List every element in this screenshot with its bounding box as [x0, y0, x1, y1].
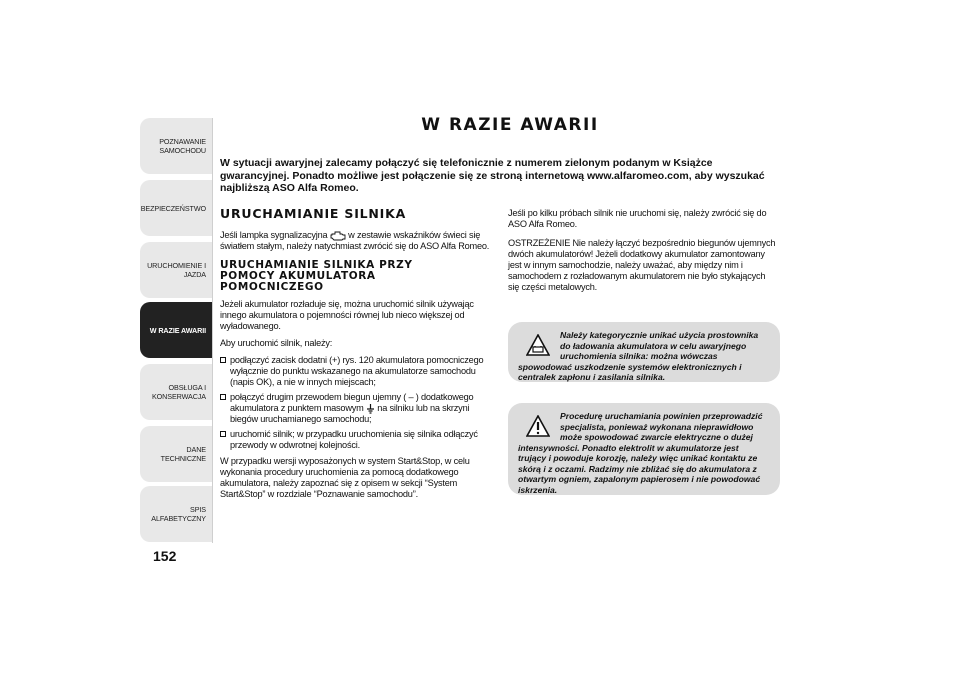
engine-warning-icon — [330, 231, 346, 241]
section-heading: URUCHAMIANIE SILNIKA — [220, 206, 407, 221]
tab-label: URUCHOMIENIE I JAZDA — [147, 261, 206, 279]
page-number: 152 — [153, 548, 177, 564]
procedure-warning-box — [508, 403, 780, 495]
list-item-text: uruchomić silnik; w przypadku uruchomienia się silnika odłączyć przewody w odwrotnej kolejności. — [230, 429, 478, 450]
warning-text: Należy kategorycznie unikać użycia prostownika do ładowania akumulatora w celu awaryjnego uruchomienia silnika: można wówczas spowodować uszkodzenie systemów elektronicznych i centralek zapłonu i zasilania silnika. — [518, 330, 759, 382]
tab-label: OBSŁUGA I KONSERWACJA — [151, 383, 206, 401]
subsection-heading: URUCHAMIANIE SILNIKA PRZY POMOCY AKUMULATORA POMOCNICZEGO — [220, 259, 413, 293]
list-item — [220, 429, 495, 451]
warning-triangle-icon — [526, 415, 550, 437]
paragraph: OSTRZEŻENIE Nie należy łączyć bezpośrednio biegunów ujemnych dwóch akumulatorów! Jeżeli dodatkowy akumulator zamontowany jest w innym samochodzie, należy uważać, aby między nim i samochodem z rozładowanym akumulatorem nie było stykających się części metalowych. — [508, 238, 776, 292]
tab-poznawanie-samochodu[interactable] — [140, 118, 212, 174]
right-column — [508, 208, 778, 299]
paragraph: Jeżeli akumulator rozładuje się, można uruchomić silnik używając innego akumulatora o pojemności równej lub nieco większej od wyładowanego. — [220, 299, 474, 331]
tab-bezpieczenstwo[interactable] — [140, 180, 212, 236]
tab-uruchomienie-i-jazda[interactable] — [140, 242, 212, 298]
checkbox-bullet-icon — [220, 431, 226, 437]
checkbox-bullet-icon — [220, 394, 226, 400]
paragraph-text: Jeśli lampka sygnalizacyjna — [220, 230, 330, 240]
paragraph: Jeśli po kilku próbach silnik nie uruchomi się, należy zwrócić się do ASO Alfa Romeo. — [508, 208, 767, 229]
tab-obsluga-i-konserwacja[interactable] — [140, 364, 212, 420]
battery-warning-icon — [526, 334, 550, 356]
tab-spis-alfabetyczny[interactable] — [140, 486, 212, 542]
tab-label: W RAZIE AWARII — [149, 325, 206, 335]
page-title: W RAZIE AWARII — [421, 115, 599, 135]
battery-charger-warning-box — [508, 322, 780, 382]
warning-text: Procedurę uruchamiania powinien przeprowadzić specjalista, ponieważ wykonana nieprawidłowo może spowodować zwarcie elektryczne o dużej intensywności. Ponadto elektrolit w akumulatorze jest trujący i powoduje korozję, należy więc unikać kontaktu ze skórą i z oczami. Radzimy nie zbliżać się do akumulatora z otwartym ogniem, zapalonym papierosem i nie powodować iskrzenia. — [518, 411, 763, 495]
paragraph-text: w zestawie wskaźników świeci się światłem stałym, należy natychmiast zwrócić się do ASO Alfa Romeo. — [220, 230, 490, 251]
list-item — [220, 392, 495, 425]
list-item — [220, 355, 495, 388]
list-item-text: podłączyć zacisk dodatni (+) rys. 120 akumulatora pomocniczego wyłącznie do punktu wskazanego na akumulatorze samochodu (napis OK), a nie w innych miejscach; — [230, 355, 484, 387]
sidebar-divider — [212, 118, 213, 543]
paragraph — [220, 230, 495, 252]
paragraph: Aby uruchomić silnik, należy: — [220, 338, 333, 348]
tab-w-razie-awarii[interactable] — [140, 302, 212, 358]
procedure-list — [220, 355, 495, 451]
list-item-text: połączyć drugim przewodem biegun ujemny ( – ) dodatkowego akumulatora z punktem masowym — [230, 392, 474, 413]
tab-label: BEZPIECZEŃSTWO — [140, 203, 206, 213]
intro-paragraph: W sytuacji awaryjnej zalecamy połączyć się telefonicznie z numerem zielonym podanym w Książce gwarancyjnej. Ponadto możliwe jest połączenie się ze stroną internetową www.alfaromeo.com, aby wyszukać najbliższą ASO Alfa Romeo. — [220, 157, 765, 194]
left-column — [220, 206, 495, 506]
list-item-text: na silniku lub na skrzyni biegów uruchamianego samochodu; — [230, 403, 470, 424]
checkbox-bullet-icon — [220, 357, 226, 363]
paragraph: W przypadku wersji wyposażonych w system Start&Stop, w celu wykonania procedury uruchomienia za pomocą dodatkowego akumulatora, należy zapoznać się z opisem w sekcji “System Start&Stop” w rozdziale “Poznawanie samochodu”. — [220, 456, 470, 499]
tab-label: POZNAWANIE SAMOCHODU — [159, 137, 206, 155]
ground-symbol-icon — [366, 404, 375, 414]
tab-dane-techniczne[interactable] — [140, 426, 212, 482]
tab-label: SPIS ALFABETYCZNY — [151, 505, 206, 523]
tab-label: DANE TECHNICZNE — [160, 445, 206, 463]
